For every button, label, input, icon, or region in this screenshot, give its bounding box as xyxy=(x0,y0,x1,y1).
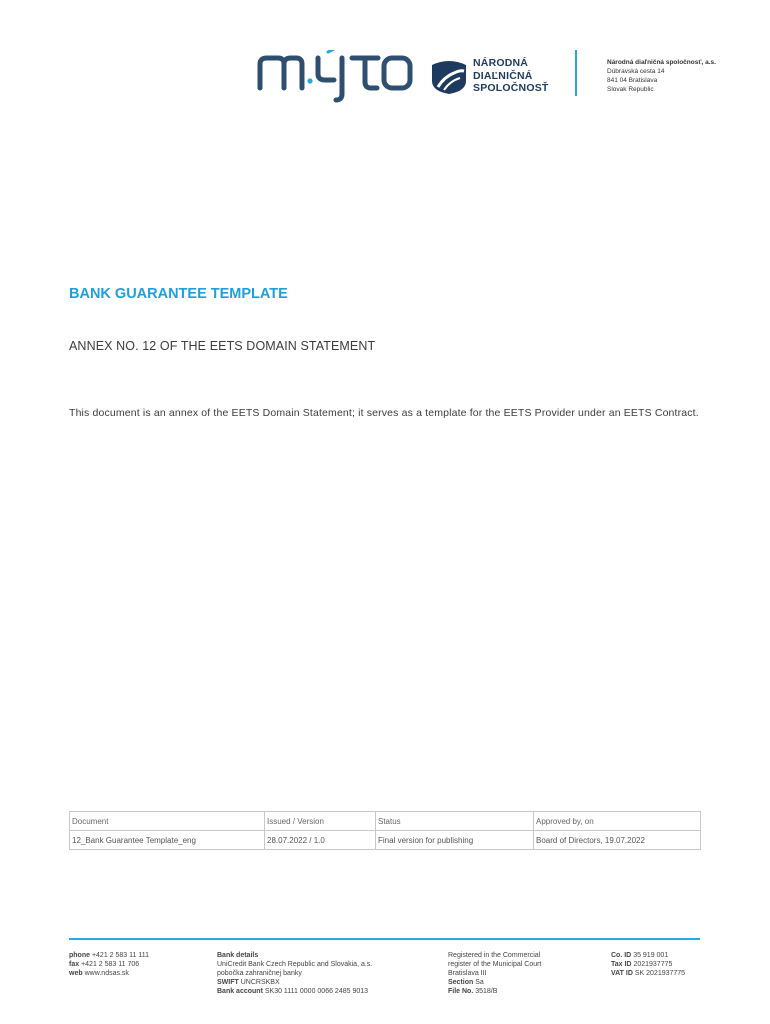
section-value: Sa xyxy=(475,979,484,986)
file-number-value: 3518/B xyxy=(475,988,498,995)
ndsas-name xyxy=(473,57,549,95)
swift-label: SWIFT xyxy=(217,979,239,986)
company-country: Slovak Republic xyxy=(607,86,654,93)
header-divider xyxy=(575,50,577,96)
section-label: Section xyxy=(448,979,474,986)
registration-line: register of the Municipal Court xyxy=(448,961,542,968)
document-intro: This document is an annex of the EETS Domain Statement; it serves as a template for the EETS Provider under an EETS Contract. xyxy=(69,407,699,419)
vat-id-label: VAT ID xyxy=(611,970,633,977)
bank-details-title: Bank details xyxy=(217,952,259,959)
table-cell: 12_Bank Guarantee Template_eng xyxy=(70,831,265,850)
document-title: BANK GUARANTEE TEMPLATE xyxy=(69,286,288,302)
file-number-label: File No. xyxy=(448,988,474,995)
footer-bank-details xyxy=(217,951,372,996)
ndsas-line-3: SPOLOČNOSŤ xyxy=(473,82,549,95)
table-header-cell: Document xyxy=(70,812,265,831)
document-metadata-table xyxy=(69,811,701,850)
tax-id-value: 2021937775 xyxy=(633,961,673,968)
company-address xyxy=(607,58,716,94)
company-name: Národná diaľničná spoločnosť, a.s. xyxy=(607,59,716,66)
registration-line: Registered in the Commercial xyxy=(448,952,541,959)
myto-logo xyxy=(256,50,414,112)
vat-id-value: SK 2021937775 xyxy=(634,970,686,977)
table-cell: Board of Directors, 19.07.2022 xyxy=(534,831,701,850)
footer-divider xyxy=(69,938,700,940)
table-header-cell: Approved by, on xyxy=(534,812,701,831)
footer-contact xyxy=(69,951,149,978)
co-id-value: 35 919 001 xyxy=(633,952,669,959)
ndsas-line-1: NÁRODNÁ xyxy=(473,57,529,70)
co-id-label: Co. ID xyxy=(611,952,632,959)
table-header-row xyxy=(70,812,701,831)
bank-account-number: SK30 1111 0000 0066 2485 9013 xyxy=(264,988,369,995)
bank-name: UniCredit Bank Czech Republic and Slovakia, a.s. xyxy=(217,961,373,968)
footer-registration xyxy=(448,951,541,996)
highway-emblem-icon xyxy=(430,57,468,95)
table-cell: 28.07.2022 / 1.0 xyxy=(265,831,376,850)
phone-label: phone xyxy=(69,952,90,959)
web-address: www.ndsas.sk xyxy=(84,970,129,977)
company-city: 841 04 Bratislava xyxy=(607,77,658,84)
swift-code: UNCRSKBX xyxy=(240,979,280,986)
ndsas-logo xyxy=(430,54,550,98)
document-subtitle: ANNEX NO. 12 OF THE EETS DOMAIN STATEMENT xyxy=(69,339,376,353)
phone-number: +421 2 583 11 111 xyxy=(91,952,149,959)
table-row xyxy=(70,831,701,850)
tax-id-label: Tax ID xyxy=(611,961,632,968)
table-header-cell: Status xyxy=(376,812,534,831)
company-street: Dúbravská cesta 14 xyxy=(607,68,665,75)
ndsas-line-2: DIAĽNIČNÁ xyxy=(473,69,533,82)
fax-label: fax xyxy=(69,961,80,968)
footer-ids xyxy=(611,951,685,978)
fax-number: +421 2 583 11 706 xyxy=(81,961,140,968)
table-header-cell: Issued / Version xyxy=(265,812,376,831)
web-label: web xyxy=(69,970,83,977)
bank-account-label: Bank account xyxy=(217,988,263,995)
bank-branch: pobočka zahraničnej banky xyxy=(217,970,302,977)
registration-line: Bratislava III xyxy=(448,970,487,977)
table-cell: Final version for publishing xyxy=(376,831,534,850)
